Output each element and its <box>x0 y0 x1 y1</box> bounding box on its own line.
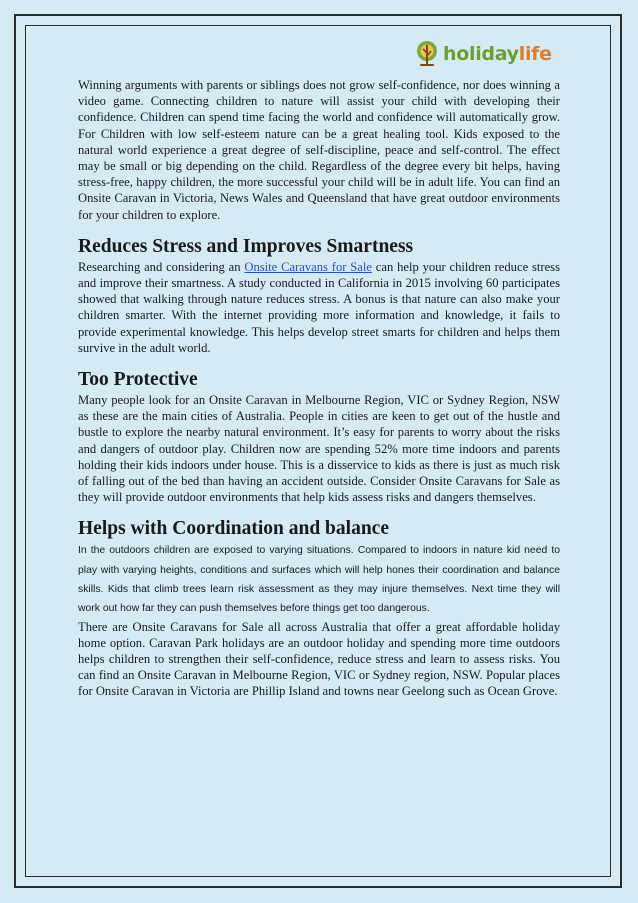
closing-paragraph: There are Onsite Caravans for Sale all across Australia that offer a great affordable holiday home option. Caravan Park holidays are an outdoor holiday and spending more time outdoors helps children to strengthen their self-confidence, reduce stress and learn to assess risks. You can find an Onsite Caravan in Melbourne Region, VIC or Sydney region, NSW. Popular places for Onsite Caravan in Victoria are Phillip Island and towns near Geelong such as Ocean Grove. <box>78 619 560 699</box>
heading-coordination-balance: Helps with Coordination and balance <box>78 518 389 540</box>
paragraph-text: can help your children reduce stress and improve their smartness. A study conducted in California in 2015 involving 60 participates showed that walking through nature reduces stress. A bonus is that nature can also make your children smarter. With the internet providing more information and knowledge, it fails to provide experimental knowledge. This helps develop street smarts for children and helps them survive in the adult world. <box>78 259 560 355</box>
intro-paragraph: Winning arguments with parents or siblings does not grow self-confidence, nor does winning a video game. Connecting children to nature will assist your child with developing their confidence. Children can spend time facing the world and confidence will automatically grow. For Children with low self-esteem nature can be a great healing tool. Kids exposed to the natural world experience a great degree of self-discipline, peace and self-control. The effect may be small or big depending on the child. Regardless of the degree every bit helps, having stress-free, happy children, the more successful your child will be in adult life. You can find an Onsite Caravan in Victoria, News Wales and Queensland that have great outdoor environments for your children to explore. <box>78 78 560 222</box>
document-body <box>78 77 560 700</box>
paragraph-reduces-stress <box>78 259 560 356</box>
paragraph-too-protective: Many people look for an Onsite Caravan in Melbourne Region, VIC or Sydney Region, NSW as these are the main cities of Australia. People in cities are keen to get out of the hustle and bustle to explore the nearby natural environment. It’s easy for parents to worry about the risks and dangers of outdoor play. Children now are spending 52% more time indoors and parents holding their kids indoors under house. This is a disservice to kids as there is just as much risk of falling out of the bed than having an accident outside. Consider Onsite Caravans for Sale as they will provide outdoor environments that help kids assess risks and dangers themselves. <box>78 393 560 505</box>
holidaylife-logo[interactable] <box>415 38 552 70</box>
heading-too-protective: Too Protective <box>78 369 198 391</box>
logo-word-life: life <box>518 42 552 65</box>
onsite-caravans-for-sale-link[interactable]: Onsite Caravans for Sale <box>244 259 372 274</box>
logo-wordmark <box>443 42 552 65</box>
tree-logo-icon <box>415 40 439 68</box>
paragraph-coordination-balance: In the outdoors children are exposed to varying situations. Compared to indoors in nature kid need to play with varying heights, conditions and surfaces which will help hones their coordination and balance skills. Kids that climb trees learn risk assessment as they may injure themselves. Next time they will work out how far they can push themselves before things get too dangerous. <box>78 545 560 615</box>
logo-word-holiday: holiday <box>443 42 519 65</box>
paragraph-text: Researching and considering an <box>78 259 245 274</box>
heading-reduces-stress: Reduces Stress and Improves Smartness <box>78 235 414 257</box>
